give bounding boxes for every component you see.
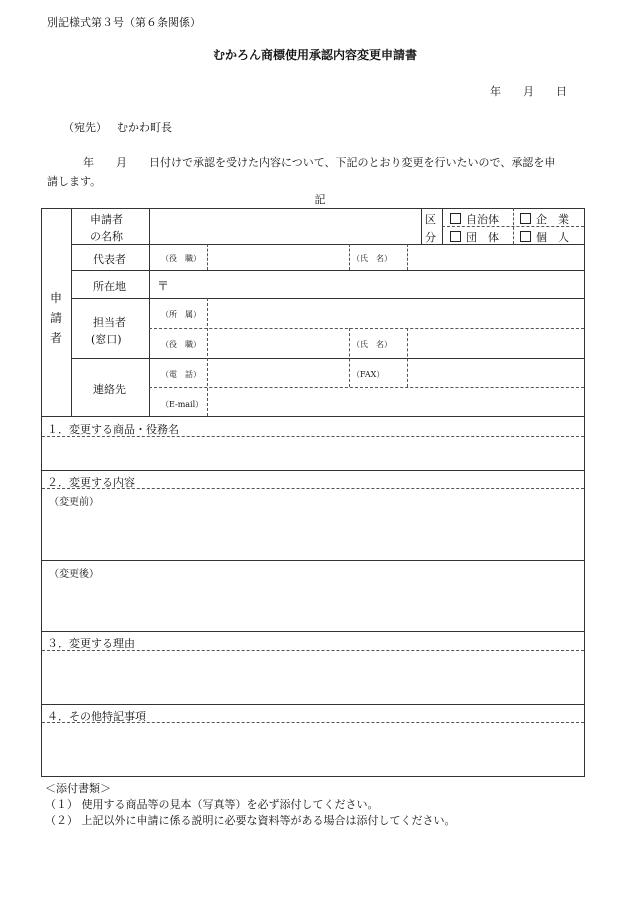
contact-label: 連絡先 xyxy=(93,383,126,396)
applicant-name-label-2: の名称 xyxy=(90,230,123,243)
cp-position-label: （役 職） xyxy=(161,340,201,349)
addressee: むかわ町長 xyxy=(117,121,172,134)
ki-label: 記 xyxy=(314,193,326,206)
section-3-heading: ３．変更する理由 xyxy=(47,637,135,650)
addressee-label: （宛先） xyxy=(63,121,107,134)
contact-person-label-2: (窓口) xyxy=(91,333,122,346)
rep-position-label: （役 職） xyxy=(161,254,201,263)
category-option-company[interactable]: 企 業 xyxy=(520,211,569,227)
phone-label: （電 話） xyxy=(161,370,201,379)
checkbox-icon[interactable] xyxy=(450,231,461,242)
cp-name-label: （氏 名） xyxy=(352,340,392,349)
applicant-name-label: 申請者 xyxy=(90,213,123,226)
after-label: （変更後） xyxy=(49,569,99,580)
category-label-1: 区 xyxy=(425,213,436,226)
section-4-heading: ４．その他特記事項 xyxy=(47,710,146,723)
attachments-heading: ＜添付書類＞ xyxy=(45,782,111,795)
date-line: 年 月 日 xyxy=(490,85,567,98)
postal-mark: 〒 xyxy=(157,279,170,293)
rep-name-label: （氏 名） xyxy=(352,254,392,263)
attachment-item-1: （１） 使用する商品等の見本（写真等）を必ず添付してください。 xyxy=(45,798,379,811)
category-option-individual[interactable]: 個 人 xyxy=(520,229,569,245)
category-option-group[interactable]: 団 体 xyxy=(450,229,499,245)
body-text-line2: 請します。 xyxy=(47,175,102,188)
category-label-2: 分 xyxy=(425,231,436,244)
checkbox-icon[interactable] xyxy=(450,213,461,224)
address-label: 所在地 xyxy=(93,280,126,293)
representative-label: 代表者 xyxy=(93,253,126,266)
affiliation-label: （所 属） xyxy=(161,310,201,319)
email-label: （E-mail） xyxy=(161,400,204,409)
applicant-side-label: 申 請 者 xyxy=(49,291,62,345)
contact-person-label: 担当者 xyxy=(93,316,126,329)
attachment-item-2: （２） 上記以外に申請に係る説明に必要な資料等がある場合は添付してください。 xyxy=(45,814,456,827)
section-1-heading: １．変更する商品・役務名 xyxy=(47,423,179,436)
checkbox-icon[interactable] xyxy=(520,213,531,224)
body-text-line1: 年 月 日付けで承認を受けた内容について、下記のとおり変更を行いたいので、承認を申 xyxy=(83,156,556,169)
fax-label: （FAX） xyxy=(352,370,385,379)
category-option-municipality[interactable]: 自治体 xyxy=(450,211,499,227)
section-2-heading: ２．変更する内容 xyxy=(47,476,135,489)
before-label: （変更前） xyxy=(49,497,99,508)
page-title: むかろん商標使用承認内容変更申請書 xyxy=(212,48,417,62)
form-number: 別記様式第３号（第６条関係） xyxy=(47,16,201,29)
checkbox-icon[interactable] xyxy=(520,231,531,242)
